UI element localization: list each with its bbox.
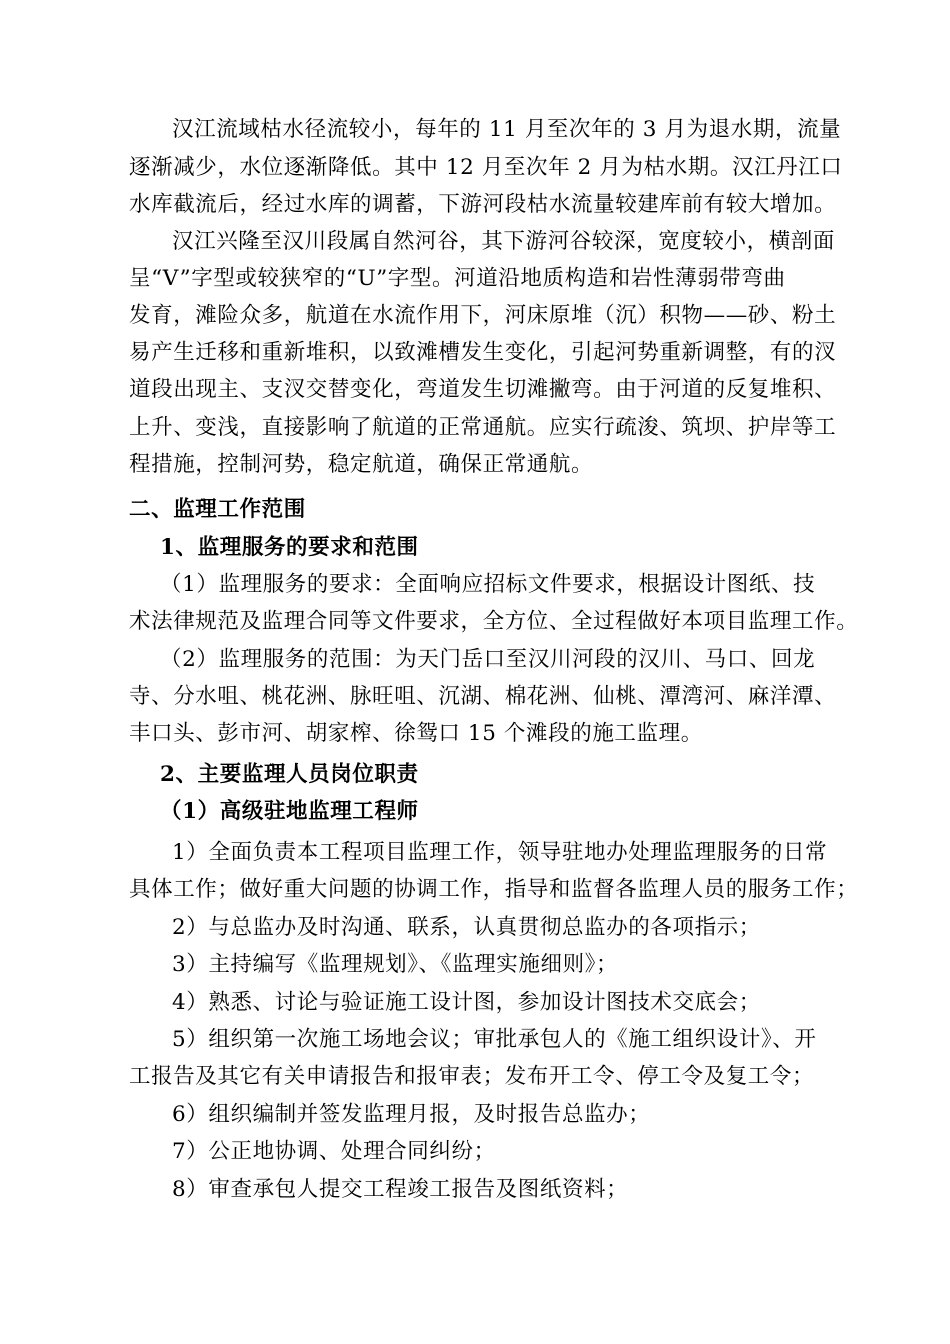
paragraph-line: 易产生迁移和重新堆积，以致滩槽发生变化，引起河势重新调整，有的汊	[129, 340, 837, 365]
subsection-heading: 1、监理服务的要求和范围	[160, 535, 419, 560]
section-heading: 二、监理工作范围	[129, 497, 306, 522]
list-item: 2）与总监办及时沟通、联系，认真贯彻总监办的各项指示；	[172, 915, 761, 940]
paragraph-line: 丰口头、彭市河、胡家榨、徐鸳口 15 个滩段的施工监理。	[129, 721, 703, 746]
paragraph-line: 道段出现主、支汊交替变化，弯道发生切滩撇弯。由于河道的反复堆积、	[129, 377, 837, 402]
list-item-continuation: 具体工作；做好重大问题的协调工作，指导和监督各监理人员的服务工作；	[129, 877, 859, 902]
paragraph-line: （1）监理服务的要求：全面响应招标文件要求，根据设计图纸、技	[160, 572, 816, 597]
list-item: 7）公正地协调、处理合同纠纷；	[172, 1139, 496, 1164]
paragraph-line: 寺、分水咀、桃花洲、脉旺咀、沉湖、棉花洲、仙桃、潭湾河、麻洋潭、	[129, 684, 837, 709]
paragraph-line: 汉江兴隆至汉川段属自然河谷，其下游河谷较深，宽度较小，横剖面	[172, 229, 836, 254]
list-item: 4）熟悉、讨论与验证施工设计图，参加设计图技术交底会；	[172, 990, 761, 1015]
list-item: 6）组织编制并签发监理月报，及时报告总监办；	[172, 1102, 651, 1127]
paragraph-line: 程措施，控制河势，稳定航道，确保正常通航。	[129, 452, 594, 477]
role-heading: （1）高级驻地监理工程师	[160, 799, 419, 824]
paragraph-line: 发育，滩险众多，航道在水流作用下，河床原堆（沉）积物——砂、粉土	[129, 303, 837, 328]
list-item: 3）主持编写《监理规划》、《监理实施细则》；	[172, 952, 619, 977]
list-item: 5）组织第一次施工场地会议；审批承包人的《施工组织设计》、开	[172, 1027, 817, 1052]
paragraph-line: 呈“V”字型或较狭窄的“U”字型。河道沿地质构造和岩性薄弱带弯曲	[129, 266, 786, 291]
paragraph-line: 上升、变浅，直接影响了航道的正常通航。应实行疏浚、筑坝、护岸等工	[129, 415, 837, 440]
paragraph-line: （2）监理服务的范围：为天门岳口至汉川河段的汉川、马口、回龙	[160, 647, 816, 672]
paragraph-line: 水库截流后，经过水库的调蓄，下游河段枯水流量较建库前有较大增加。	[129, 192, 837, 217]
list-item: 1）全面负责本工程项目监理工作，领导驻地办处理监理服务的日常	[172, 840, 828, 865]
paragraph-line: 汉江流域枯水径流较小，每年的 11 月至次年的 3 月为退水期，流量	[172, 117, 842, 142]
list-item-continuation: 工报告及其它有关申请报告和报审表；发布开工令、停工令及复工令；	[129, 1064, 815, 1089]
paragraph-line: 逐渐减少，水位逐渐降低。其中 12 月至次年 2 月为枯水期。汉江丹江口	[129, 155, 843, 180]
subsection-heading: 2、主要监理人员岗位职责	[160, 762, 419, 787]
paragraph-line: 术法律规范及监理合同等文件要求，全方位、全过程做好本项目监理工作。	[129, 609, 859, 634]
list-item: 8）审查承包人提交工程竣工报告及图纸资料；	[172, 1177, 629, 1202]
